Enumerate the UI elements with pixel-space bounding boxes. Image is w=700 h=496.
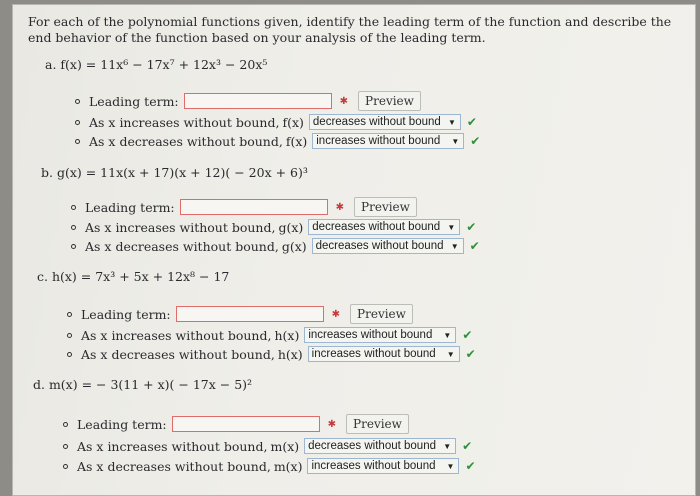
increases-label: As x increases without bound, <box>89 114 280 130</box>
bullet-icon <box>67 333 72 338</box>
bullet-icon <box>75 139 80 144</box>
part-c-increases-row <box>67 327 472 343</box>
function-name: g(x) <box>278 219 304 235</box>
bullet-icon <box>75 99 80 104</box>
function-name: h(x) <box>274 327 300 343</box>
bullet-icon <box>63 422 68 427</box>
function-name: f(x) <box>282 114 304 130</box>
part-b-increases-row <box>71 219 476 235</box>
check-icon: ✔ <box>462 439 473 453</box>
selected-value: decreases without bound <box>315 240 444 252</box>
check-icon: ✔ <box>465 459 476 473</box>
bullet-icon <box>63 464 68 469</box>
caret-down-icon: ▼ <box>446 461 455 471</box>
part-a-leading-term-input[interactable] <box>184 93 332 109</box>
caret-down-icon: ▼ <box>451 136 460 146</box>
part-c-decreases-row <box>67 346 476 362</box>
caret-down-icon: ▼ <box>447 117 456 127</box>
part-b-decreases-select[interactable] <box>312 238 464 254</box>
part-b-decreases-row <box>71 238 480 254</box>
leading-term-label: Leading term: <box>81 306 171 322</box>
part-c-leading-term-row <box>67 304 413 324</box>
bullet-icon <box>75 120 80 125</box>
leading-term-label: Leading term: <box>85 199 175 215</box>
bullet-icon <box>63 444 68 449</box>
decreases-label: As x decreases without bound, <box>81 346 275 362</box>
selected-value: increases without bound <box>311 460 436 472</box>
required-icon: ✱ <box>335 201 345 213</box>
part-b-leading-term-input[interactable] <box>180 199 328 215</box>
part-d-increases-select[interactable] <box>304 438 456 454</box>
check-icon: ✔ <box>462 328 473 342</box>
leading-term-label: Leading term: <box>89 93 179 109</box>
bullet-icon <box>71 205 76 210</box>
increases-label: As x increases without bound, <box>77 438 268 454</box>
check-icon: ✔ <box>465 347 476 361</box>
part-a-increases-select[interactable] <box>309 114 461 130</box>
selected-value: decreases without bound <box>312 221 441 233</box>
part-b-increases-select[interactable] <box>308 219 460 235</box>
selected-value: increases without bound <box>316 135 441 147</box>
selected-value: decreases without bound <box>308 440 436 452</box>
check-icon: ✔ <box>466 220 477 234</box>
caret-down-icon: ▼ <box>450 241 459 251</box>
function-name: m(x) <box>270 438 300 454</box>
decreases-label: As x decreases without bound, <box>77 458 271 474</box>
caret-down-icon: ▼ <box>447 222 456 232</box>
instructions: For each of the polynomial functions given, identify the leading term of the function and describe the end behavior of the function based on your analysis of the leading term. <box>28 14 672 45</box>
leading-term-label: Leading term: <box>77 416 167 432</box>
question-sheet <box>12 4 696 496</box>
part-a-leading-term-row <box>75 91 421 111</box>
part-d-decreases-select[interactable] <box>307 458 459 474</box>
part-c-leading-term-input[interactable] <box>176 306 324 322</box>
part-d-decreases-row <box>63 458 476 474</box>
part-d-leading-term-row <box>63 414 409 434</box>
part-d-increases-row <box>63 438 472 454</box>
function-name: h(x) <box>277 346 303 362</box>
part-a-decreases-select[interactable] <box>312 133 464 149</box>
part-c-title: c. h(x) = 7x³ + 5x + 12x⁸ − 17 <box>37 269 230 284</box>
part-a-preview-button[interactable]: Preview <box>358 91 421 111</box>
part-a-increases-row <box>75 114 477 130</box>
part-b-leading-term-row <box>71 197 417 217</box>
part-d-preview-button[interactable]: Preview <box>346 414 409 434</box>
required-icon: ✱ <box>327 418 337 430</box>
part-b-preview-button[interactable]: Preview <box>354 197 417 217</box>
check-icon: ✔ <box>466 115 477 129</box>
bullet-icon <box>71 225 76 230</box>
check-icon: ✔ <box>469 239 480 253</box>
part-d-leading-term-input[interactable] <box>172 416 320 432</box>
function-name: m(x) <box>273 458 303 474</box>
caret-down-icon: ▼ <box>446 349 455 359</box>
selected-value: increases without bound <box>311 348 436 360</box>
part-c-increases-select[interactable] <box>304 327 456 343</box>
bullet-icon <box>71 244 76 249</box>
required-icon: ✱ <box>339 95 349 107</box>
part-d-title: d. m(x) = − 3(11 + x)( − 17x − 5)² <box>33 377 253 392</box>
function-name: f(x) <box>285 133 308 149</box>
part-a-title: a. f(x) = 11x⁶ − 17x⁷ + 12x³ − 20x⁵ <box>45 57 268 72</box>
check-icon: ✔ <box>470 134 481 148</box>
decreases-label: As x decreases without bound, <box>89 133 283 149</box>
selected-value: decreases without bound <box>312 116 441 128</box>
part-b-title: b. g(x) = 11x(x + 17)(x + 12)( − 20x + 6)³ <box>41 165 308 180</box>
increases-label: As x increases without bound, <box>85 219 276 235</box>
caret-down-icon: ▼ <box>443 330 452 340</box>
function-name: g(x) <box>281 238 307 254</box>
bullet-icon <box>67 352 72 357</box>
bullet-icon <box>67 312 72 317</box>
part-a-decreases-row <box>75 133 480 149</box>
decreases-label: As x decreases without bound, <box>85 238 279 254</box>
part-c-preview-button[interactable]: Preview <box>350 304 413 324</box>
part-c-decreases-select[interactable] <box>308 346 460 362</box>
required-icon: ✱ <box>331 308 341 320</box>
increases-label: As x increases without bound, <box>81 327 272 343</box>
caret-down-icon: ▼ <box>443 441 452 451</box>
selected-value: increases without bound <box>308 329 433 341</box>
